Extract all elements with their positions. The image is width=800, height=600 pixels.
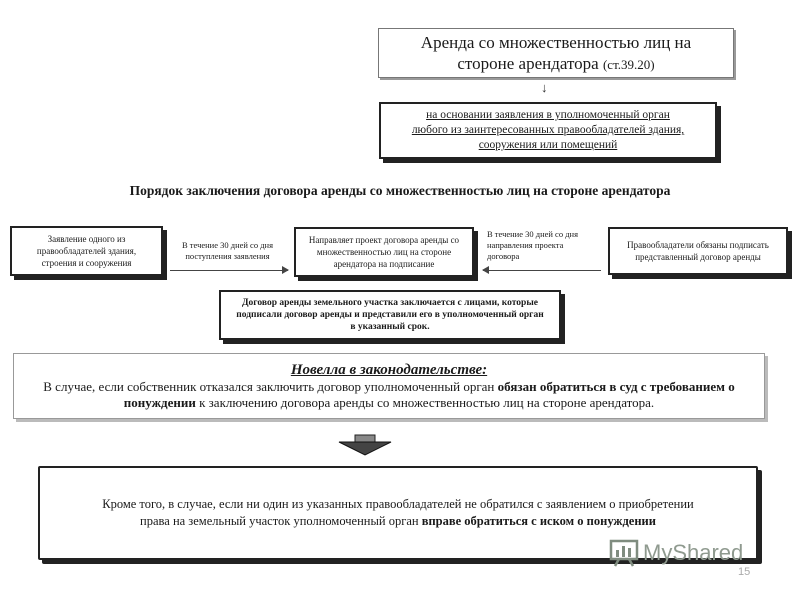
sign-obligation-box bbox=[608, 227, 788, 275]
draft-contract-text: Направляет проект договора аренды со множественностью лиц на стороне арендатора на подписание bbox=[308, 235, 460, 269]
rent-type-box bbox=[378, 28, 734, 78]
draft-contract-box bbox=[294, 227, 474, 277]
novella-box bbox=[13, 353, 765, 419]
down-arrow-icon: ↓ bbox=[541, 80, 548, 95]
section-title: Порядок заключения договора аренды со множественностью лиц на стороне арендатора bbox=[129, 183, 671, 198]
big-down-arrow-icon bbox=[337, 434, 393, 456]
novella-text-before: В случае, если собственник отказался заключить договор уполномоченный орган bbox=[43, 379, 498, 394]
novella-text bbox=[24, 379, 754, 411]
basis-line2: любого из заинтересованных правообладателей здания, bbox=[411, 124, 685, 136]
rent-type-line2: стороне арендатора bbox=[457, 53, 599, 73]
right-arrow-icon bbox=[170, 270, 288, 271]
contract-conclusion-text: Договор аренды земельного участка заключается с лицами, которые подписали договор аренды и представили его в уполномоченный орган в указанный срок. bbox=[236, 298, 544, 332]
basis-line1: на основании заявления в уполномоченный орган bbox=[426, 109, 670, 121]
basis-line3: сооружения или помещений bbox=[478, 139, 618, 151]
basis-box bbox=[379, 102, 717, 159]
left-arrow-icon bbox=[483, 270, 601, 271]
novella-title: Новелла в законодательстве: bbox=[290, 362, 488, 378]
additional-case-text bbox=[90, 496, 706, 530]
page-number: 15 bbox=[738, 566, 751, 578]
additional-case-text-bold: вправе обратиться с иском о понуждении bbox=[421, 514, 656, 528]
contract-conclusion-box bbox=[219, 290, 561, 340]
additional-case-text-before: Кроме того, в случае, если ни один из указанных правообладателей не обратился с заявлением о приобретении права на земельный участок уполномоченный орган bbox=[102, 497, 694, 528]
novella-text-after: к заключению договора аренды со множественностью лиц на стороне арендатора. bbox=[195, 395, 655, 410]
watermark bbox=[609, 538, 743, 568]
sign-obligation-text: Правообладатели обязаны подписать представленный договор аренды bbox=[627, 240, 769, 262]
application-box bbox=[10, 226, 163, 276]
novella-text-bold: обязан обратиться в суд с требованием о понуждении bbox=[123, 379, 735, 410]
left-arrow-label: В течение 30 дней со дня поступления заявления bbox=[182, 240, 273, 261]
chart-logo-icon bbox=[609, 538, 639, 568]
right-arrow-label: В течение 30 дней со дня направления проекта договора bbox=[487, 229, 578, 261]
article-ref: (ст.39.20) bbox=[602, 56, 655, 72]
rent-type-line1: Аренда со множественностью лиц на bbox=[420, 32, 692, 52]
watermark-text: MyShared bbox=[643, 540, 744, 565]
application-text: Заявление одного из правообладателей здания, строения и сооружения bbox=[36, 234, 137, 268]
